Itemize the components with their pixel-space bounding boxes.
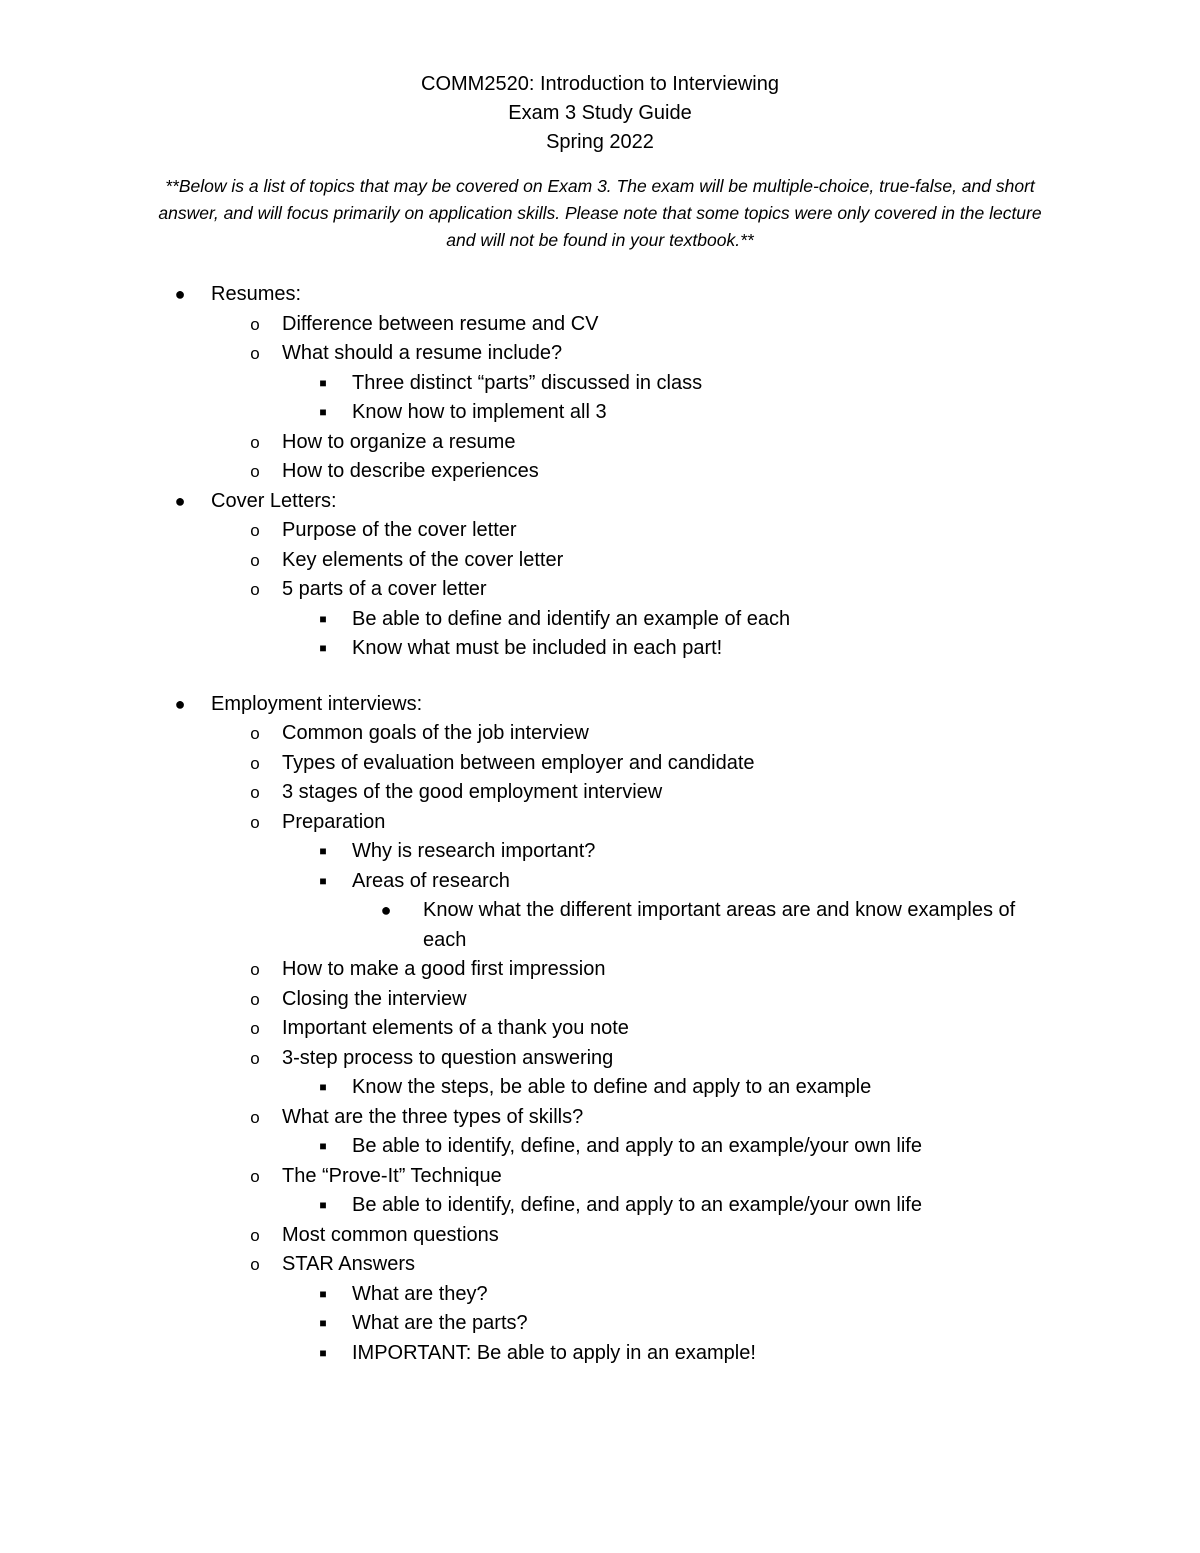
bullet-icon: ● bbox=[174, 284, 186, 304]
topic-item bbox=[150, 428, 1050, 458]
square-bullet-icon: ■ bbox=[319, 641, 327, 655]
topic-item bbox=[150, 955, 1050, 985]
topic-item bbox=[150, 516, 1050, 546]
circle-bullet-icon: o bbox=[250, 580, 260, 599]
topic-item-label: Key elements of the cover letter bbox=[282, 548, 564, 571]
topic-item bbox=[150, 719, 1050, 749]
square-bullet-icon: ■ bbox=[319, 405, 327, 419]
square-bullet-icon: ■ bbox=[319, 873, 327, 888]
square-bullet-icon: ■ bbox=[319, 844, 327, 858]
topic-item-label: How to organize a resume bbox=[282, 430, 516, 453]
circle-bullet-icon: o bbox=[250, 1225, 260, 1245]
subtopic-item-label: IMPORTANT: Be able to apply in an example! bbox=[352, 1341, 756, 1364]
topic-item-label: STAR Answers bbox=[282, 1253, 415, 1275]
subtopic-item-label: Know the steps, be able to define and apply to an example bbox=[352, 1076, 872, 1098]
topic-item-label: Preparation bbox=[282, 810, 386, 833]
topic-item bbox=[150, 778, 1050, 808]
topic-item-label: Closing the interview bbox=[282, 987, 467, 1010]
detail-item-label: Know what the different important areas are and know examples of each bbox=[423, 899, 1016, 951]
circle-bullet-icon: o bbox=[250, 989, 260, 1009]
circle-bullet-icon: o bbox=[250, 462, 260, 481]
subtopic-item bbox=[150, 605, 1050, 635]
circle-bullet-icon: o bbox=[250, 1255, 260, 1274]
detail-item bbox=[150, 896, 1050, 955]
topic-item-label: Most common questions bbox=[282, 1223, 499, 1246]
subtopic-item-label: What are the parts? bbox=[352, 1312, 528, 1334]
subtopic-item-label: Be able to define and identify an example of each bbox=[352, 607, 791, 630]
bullet-icon: ● bbox=[174, 693, 186, 714]
circle-bullet-icon: o bbox=[250, 1048, 260, 1068]
topic-item-label: The “Prove-It” Technique bbox=[282, 1164, 502, 1187]
course-title: COMM2520: Introduction to Interviewing bbox=[421, 73, 779, 95]
subtopic-item bbox=[150, 1073, 1050, 1103]
circle-bullet-icon: o bbox=[250, 314, 260, 334]
subtopic-item-label: Know how to implement all 3 bbox=[352, 401, 607, 423]
circle-bullet-icon: o bbox=[250, 1166, 260, 1186]
subtopic-item bbox=[150, 369, 1050, 399]
topic-item-label: How to make a good first impression bbox=[282, 958, 606, 980]
circle-bullet-icon: o bbox=[250, 1019, 260, 1038]
subtopic-item bbox=[150, 1132, 1050, 1162]
topic-item bbox=[150, 1014, 1050, 1044]
circle-bullet-icon: o bbox=[250, 783, 260, 802]
square-bullet-icon: ■ bbox=[319, 1345, 327, 1360]
circle-bullet-icon: o bbox=[250, 812, 260, 832]
topic-item bbox=[150, 808, 1050, 838]
document-header bbox=[150, 70, 1050, 157]
subtopic-item bbox=[150, 837, 1050, 867]
square-bullet-icon: ■ bbox=[319, 1139, 327, 1153]
section-heading bbox=[150, 690, 1050, 720]
topic-item-label: What are the three types of skills? bbox=[282, 1105, 584, 1128]
topic-item bbox=[150, 1103, 1050, 1133]
subtopic-item bbox=[150, 1280, 1050, 1310]
bullet-icon: ● bbox=[174, 490, 186, 511]
topic-item-label: Important elements of a thank you note bbox=[282, 1017, 629, 1039]
topic-item-label: 3-step process to question answering bbox=[282, 1046, 614, 1069]
topic-item-label: Purpose of the cover letter bbox=[282, 519, 517, 541]
section-heading-label: Cover Letters: bbox=[211, 489, 337, 512]
topic-item-label: 5 parts of a cover letter bbox=[282, 578, 487, 600]
topic-item-label: Types of evaluation between employer and candidate bbox=[282, 751, 755, 774]
subtopic-item bbox=[150, 867, 1050, 897]
subtopic-item-label: Why is research important? bbox=[352, 840, 596, 862]
circle-bullet-icon: o bbox=[250, 521, 260, 540]
topic-item bbox=[150, 339, 1050, 369]
topic-item-label: Common goals of the job interview bbox=[282, 722, 589, 744]
circle-bullet-icon: o bbox=[250, 432, 260, 452]
topic-item-label: What should a resume include? bbox=[282, 342, 563, 364]
document-title: Exam 3 Study Guide bbox=[508, 102, 692, 124]
subtopic-item bbox=[150, 1339, 1050, 1369]
topic-item bbox=[150, 1162, 1050, 1192]
subtopic-item-label: Areas of research bbox=[352, 869, 510, 892]
square-bullet-icon: ■ bbox=[319, 1316, 327, 1330]
exam-note: **Below is a list of topics that may be covered on Exam 3. The exam will be multiple-choice, true-false, and short answer, and will focus primarily on application skills. Please note that some topics were only covered in the lecture and will not be found in your textbook.** bbox=[158, 176, 1042, 250]
circle-bullet-icon: o bbox=[250, 753, 260, 773]
square-bullet-icon: ■ bbox=[319, 375, 327, 390]
topic-item-label: 3 stages of the good employment interview bbox=[282, 781, 663, 803]
topic-item bbox=[150, 575, 1050, 605]
topic-item bbox=[150, 310, 1050, 340]
topic-outline bbox=[150, 280, 1050, 1368]
subtopic-item-label: Be able to identify, define, and apply to an example/your own life bbox=[352, 1135, 922, 1157]
topic-item bbox=[150, 1221, 1050, 1251]
circle-bullet-icon: o bbox=[250, 1107, 260, 1127]
topic-item bbox=[150, 749, 1050, 779]
square-bullet-icon: ■ bbox=[319, 1198, 327, 1212]
circle-bullet-icon: o bbox=[250, 550, 260, 570]
section-heading bbox=[150, 280, 1050, 310]
bullet-icon: ● bbox=[380, 900, 392, 920]
section-heading-label: Employment interviews: bbox=[211, 692, 423, 715]
circle-bullet-icon: o bbox=[250, 724, 260, 743]
subtopic-item-label: Be able to identify, define, and apply to an example/your own life bbox=[352, 1194, 922, 1216]
topic-item bbox=[150, 1250, 1050, 1280]
subtopic-item-label: What are they? bbox=[352, 1282, 488, 1305]
topic-item bbox=[150, 457, 1050, 487]
square-bullet-icon: ■ bbox=[319, 1080, 327, 1094]
section-heading-label: Resumes: bbox=[211, 283, 302, 305]
subtopic-item bbox=[150, 1191, 1050, 1221]
square-bullet-icon: ■ bbox=[319, 611, 327, 626]
topic-item bbox=[150, 546, 1050, 576]
topic-item bbox=[150, 1044, 1050, 1074]
topic-item bbox=[150, 985, 1050, 1015]
circle-bullet-icon: o bbox=[250, 960, 260, 979]
square-bullet-icon: ■ bbox=[319, 1286, 327, 1301]
subtopic-item bbox=[150, 398, 1050, 428]
topic-item-label: Difference between resume and CV bbox=[282, 312, 599, 335]
term-label: Spring 2022 bbox=[546, 131, 654, 153]
subtopic-item bbox=[150, 1309, 1050, 1339]
circle-bullet-icon: o bbox=[250, 344, 260, 363]
subtopic-item bbox=[150, 634, 1050, 664]
subtopic-item-label: Know what must be included in each part! bbox=[352, 637, 723, 659]
section-heading bbox=[150, 487, 1050, 517]
topic-item-label: How to describe experiences bbox=[282, 460, 539, 482]
subtopic-item-label: Three distinct “parts” discussed in class bbox=[352, 371, 703, 394]
